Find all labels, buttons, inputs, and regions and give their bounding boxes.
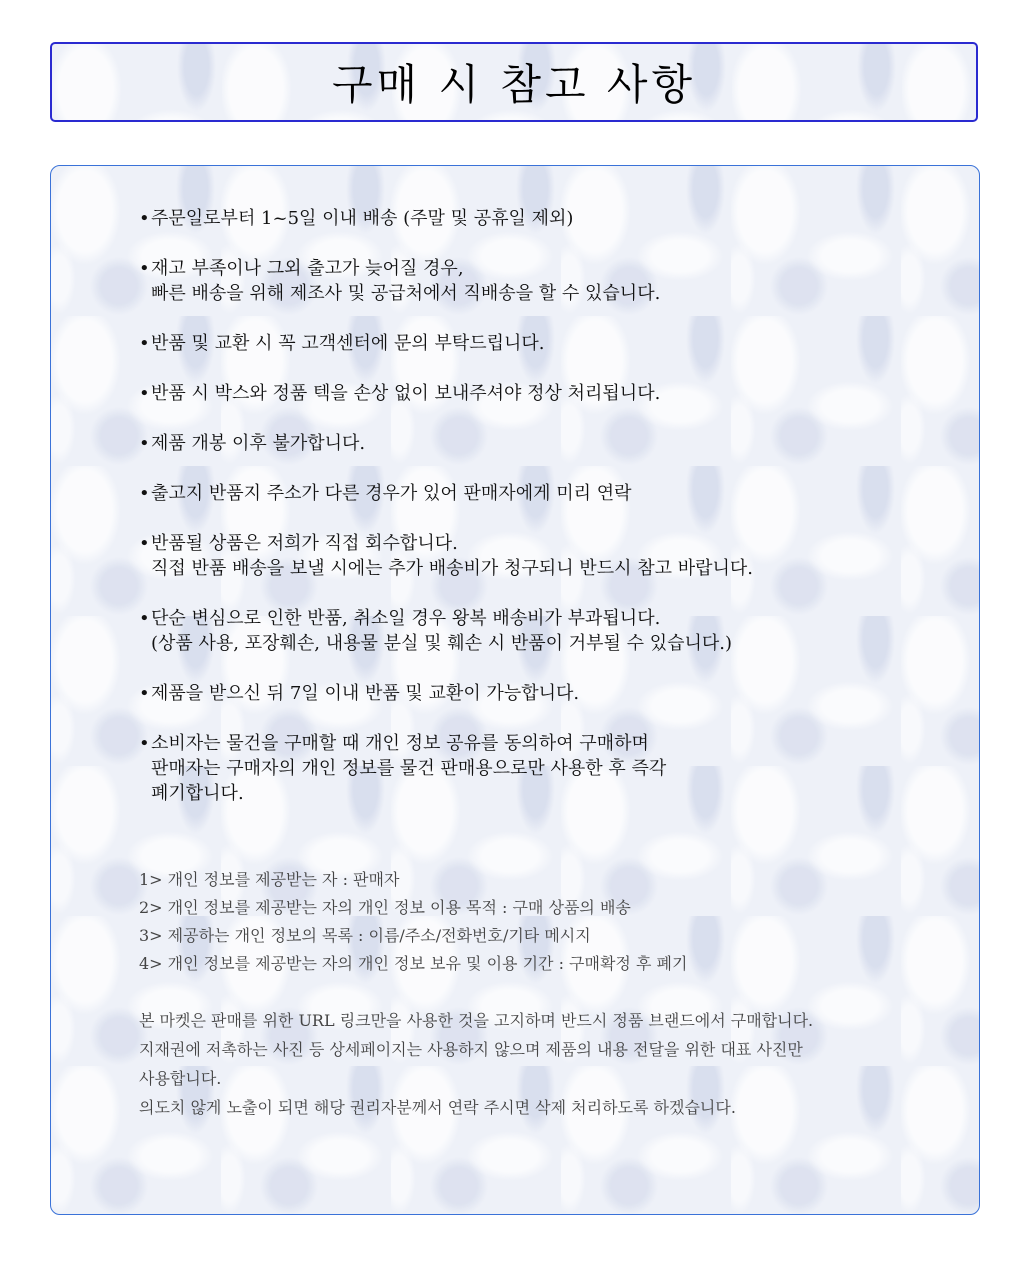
guidelines-list xyxy=(139,206,939,831)
privacy-info xyxy=(139,866,959,978)
guideline-text: 제품을 받으신 뒤 7일 이내 반품 및 교환이 가능합니다. xyxy=(151,683,580,704)
privacy-row: 1> 개인 정보를 제공받는 자 : 판매자 xyxy=(139,870,400,889)
privacy-row: 3> 제공하는 개인 정보의 목록 : 이름/주소/전화번호/기타 메시지 xyxy=(139,926,591,945)
guideline-text: 빠른 배송을 위해 제조사 및 공급처에서 직배송을 할 수 있습니다. xyxy=(151,283,661,304)
notice-row: 사용합니다. xyxy=(139,1069,222,1088)
guideline-text: 재고 부족이나 그외 출고가 늦어질 경우, xyxy=(151,258,464,279)
guideline-item xyxy=(139,331,939,356)
notice-row: 본 마켓은 판매를 위한 URL 링크만을 사용한 것을 고지하며 반드시 정품 브랜드에서 구매합니다. xyxy=(139,1011,814,1030)
guideline-text: 반품될 상품은 저희가 직접 회수합니다. xyxy=(151,533,458,554)
bullet-dot: • xyxy=(139,733,150,754)
guideline-item xyxy=(139,531,939,581)
guideline-item xyxy=(139,731,939,806)
bullet-dot: • xyxy=(139,683,150,704)
bullet-dot: • xyxy=(139,533,150,554)
guideline-text: 출고지 반품지 주소가 다른 경우가 있어 판매자에게 미리 연락 xyxy=(151,483,632,504)
bullet-dot: • xyxy=(139,208,150,229)
title-banner xyxy=(50,42,978,122)
guideline-text: 직접 반품 배송을 보낼 시에는 추가 배송비가 청구되니 반드시 참고 바랍니다. xyxy=(151,558,753,579)
privacy-row: 2> 개인 정보를 제공받는 자의 개인 정보 이용 목적 : 구매 상품의 배송 xyxy=(139,898,631,917)
guideline-text: 단순 변심으로 인한 반품, 취소일 경우 왕복 배송비가 부과됩니다. xyxy=(151,608,661,629)
bullet-dot: • xyxy=(139,608,150,629)
page-title: 구매 시 참고 사항 xyxy=(331,60,697,109)
notice-row: 지재권에 저촉하는 사진 등 상세페이지는 사용하지 않으며 제품의 내용 전달을 위한 대표 사진만 xyxy=(139,1040,803,1059)
guideline-item xyxy=(139,256,939,306)
guideline-text: 소비자는 물건을 구매할 때 개인 정보 공유를 동의하여 구매하며 xyxy=(151,733,649,754)
guideline-item xyxy=(139,681,939,706)
guideline-item xyxy=(139,206,939,231)
guideline-item xyxy=(139,481,939,506)
bullet-dot: • xyxy=(139,333,150,354)
guideline-text: 폐기합니다. xyxy=(151,783,244,804)
guideline-item xyxy=(139,606,939,656)
guideline-text: 반품 및 교환 시 꼭 고객센터에 문의 부탁드립니다. xyxy=(151,333,545,354)
copyright-notice xyxy=(139,1006,959,1122)
bullet-dot: • xyxy=(139,258,150,279)
guideline-item xyxy=(139,381,939,406)
bullet-dot: • xyxy=(139,433,150,454)
bullet-dot: • xyxy=(139,383,150,404)
guideline-item xyxy=(139,431,939,456)
notice-panel xyxy=(50,165,980,1215)
notice-row: 의도치 않게 노출이 되면 해당 권리자분께서 연락 주시면 삭제 처리하도록 하겠습니다. xyxy=(139,1098,736,1117)
privacy-row: 4> 개인 정보를 제공받는 자의 개인 정보 보유 및 이용 기간 : 구매확정 후 폐기 xyxy=(139,954,688,973)
guideline-text: 주문일로부터 1~5일 이내 배송 (주말 및 공휴일 제외) xyxy=(151,208,574,229)
guideline-text: 반품 시 박스와 정품 텍을 손상 없이 보내주셔야 정상 처리됩니다. xyxy=(151,383,661,404)
guideline-text: 판매자는 구매자의 개인 정보를 물건 판매용으로만 사용한 후 즉각 xyxy=(151,758,667,779)
guideline-text: (상품 사용, 포장훼손, 내용물 분실 및 훼손 시 반품이 거부될 수 있습니다.) xyxy=(151,633,733,654)
bullet-dot: • xyxy=(139,483,150,504)
guideline-text: 제품 개봉 이후 불가합니다. xyxy=(151,433,366,454)
